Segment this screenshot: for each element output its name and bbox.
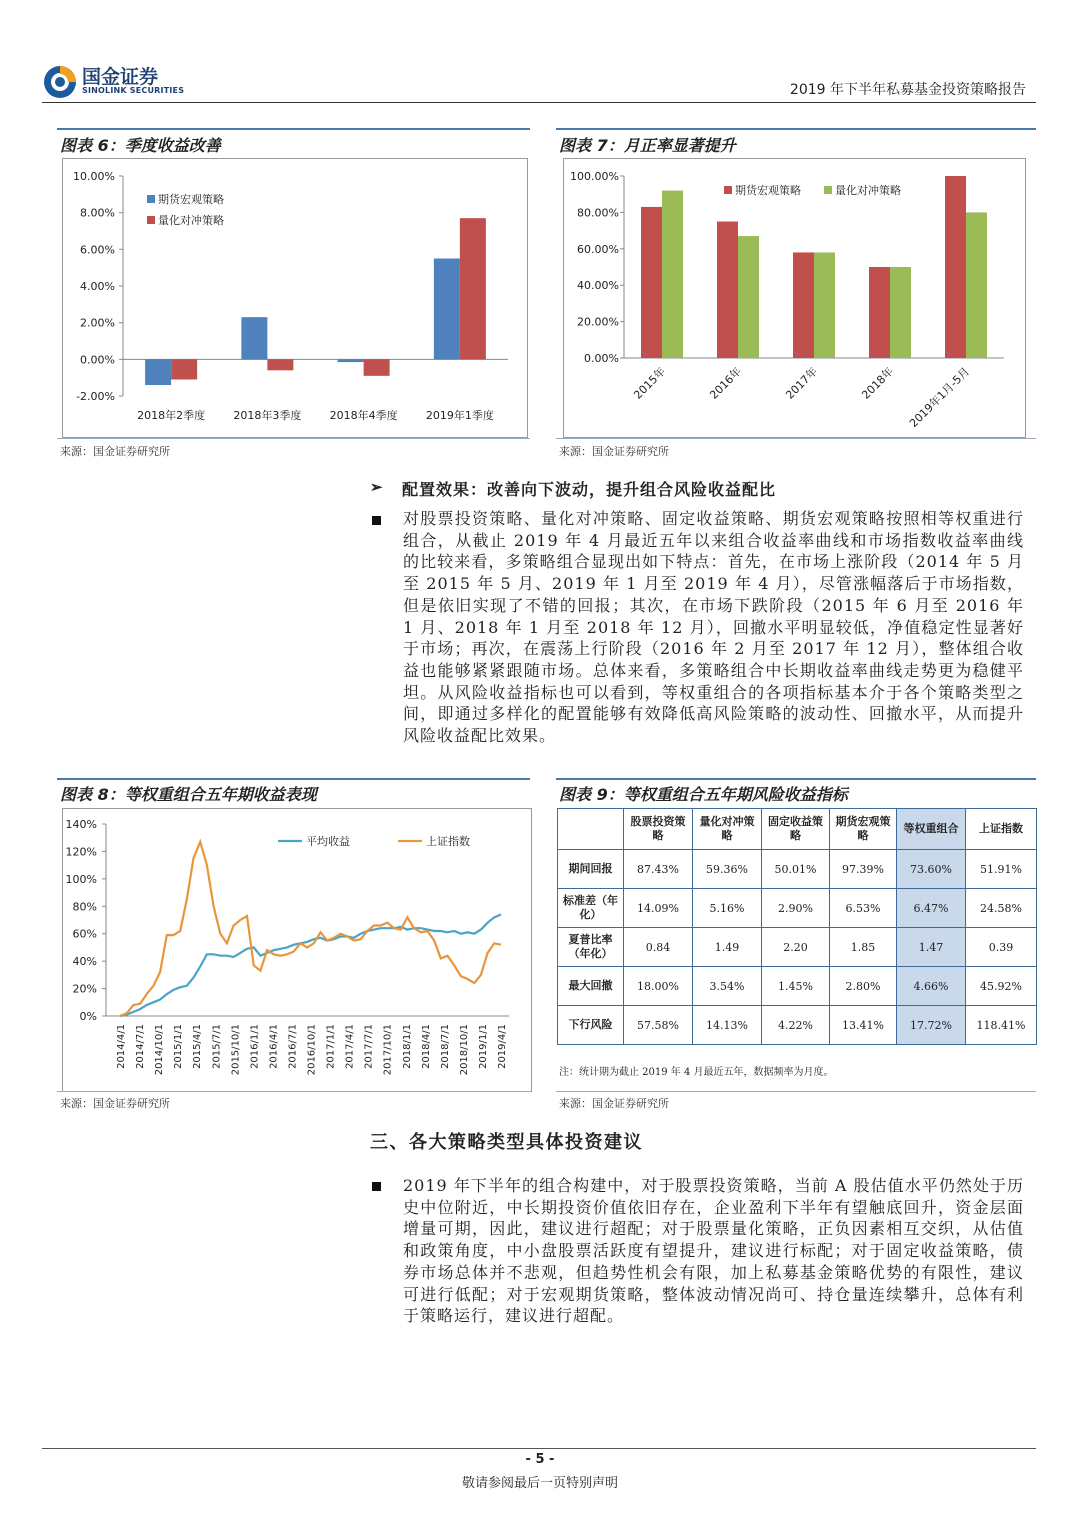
x-tick-label: 2018年4季度 [329, 409, 398, 422]
x-tick-label: 2019年1季度 [425, 409, 494, 422]
row-header: 标准差（年化） [558, 889, 624, 928]
table-cell: 2.80% [830, 967, 897, 1006]
fig6-top-rule [57, 128, 530, 130]
y-tick-label: 40.00% [577, 279, 619, 293]
table-cell: 2.20 [762, 928, 830, 967]
y-tick-label: 120% [65, 845, 97, 859]
y-tick-label: 6.00% [80, 243, 115, 257]
col-header: 量化对冲策略 [693, 809, 762, 850]
legend-label: 上证指数 [426, 835, 470, 848]
x-tick-label: 2014/4/1 [116, 1024, 127, 1069]
col-header: 期货宏观策略 [830, 809, 897, 850]
table-cell: 1.47 [897, 928, 966, 967]
table-cell: 4.22% [762, 1006, 830, 1045]
legend-swatch [147, 195, 155, 203]
legend-label: 平均收益 [306, 835, 350, 848]
bar-futures-macro [241, 317, 267, 359]
row-header: 下行风险 [558, 1006, 624, 1045]
square-bullet-icon [372, 516, 381, 525]
bar-quant-hedge [662, 191, 683, 358]
bar-futures-macro [145, 359, 171, 385]
table-cell: 45.92% [966, 967, 1037, 1006]
y-tick-label: 10.00% [73, 170, 115, 183]
y-tick-label: 100.00% [570, 170, 619, 183]
y-tick-label: 60.00% [577, 242, 619, 256]
bar-quant-hedge [738, 236, 759, 358]
fig9-top-rule [556, 778, 1036, 780]
x-tick-label: 2018/4/1 [420, 1024, 432, 1069]
y-tick-label: 20% [72, 982, 97, 996]
fig8-chart [63, 809, 531, 1091]
square-bullet-icon [372, 1182, 381, 1191]
fig7-title: 图表 7：月正率显著提升 [559, 136, 736, 155]
logo-cn: 国金证券 [82, 66, 159, 88]
fig6-chart-frame [62, 158, 528, 438]
bar-quant-hedge [966, 212, 987, 358]
arrow-bullet-icon: ➢ [370, 478, 383, 496]
fig8-top-rule [57, 778, 530, 780]
fig8-title: 图表 8：等权重组合五年期收益表现 [60, 785, 317, 804]
x-tick-label: 2016/10/1 [306, 1024, 318, 1076]
x-tick-label: 2016/4/1 [268, 1024, 280, 1069]
table-cell: 59.36% [693, 850, 762, 889]
table-cell: 17.72% [897, 1006, 966, 1045]
x-tick-label: 2016年 [707, 364, 745, 402]
bar-futures-macro [869, 267, 890, 358]
table-cell: 14.09% [624, 889, 693, 928]
fig7-bottom-rule [556, 438, 1036, 439]
y-tick-label: 80.00% [577, 206, 619, 220]
col-header: 固定收益策略 [762, 809, 830, 850]
x-tick-label: 2018年3季度 [233, 409, 302, 422]
table-row [558, 889, 1037, 928]
y-tick-label: 0.00% [584, 352, 619, 365]
table-cell: 0.84 [624, 928, 693, 967]
table-cell: 18.00% [624, 967, 693, 1006]
fig7-chart-frame [563, 158, 1026, 438]
footer-rule [42, 1448, 1036, 1449]
bar-futures-macro [434, 259, 460, 360]
fig9-bottom-rule [556, 1091, 1036, 1092]
table-cell: 6.53% [830, 889, 897, 928]
table-cell: 87.43% [624, 850, 693, 889]
table-cell: 97.39% [830, 850, 897, 889]
fig9-title: 图表 9：等权重组合五年期风险收益指标 [559, 785, 848, 804]
table-row [558, 850, 1037, 889]
fig8-chart-frame [62, 808, 532, 1092]
table-cell: 51.91% [966, 850, 1037, 889]
x-tick-label: 2014/10/1 [154, 1024, 166, 1076]
y-tick-label: 4.00% [80, 280, 115, 293]
fig9-note: 注：统计期为截止 2019 年 4 月最近五年，数据频率为月度。 [559, 1067, 834, 1078]
row-header: 期间回报 [558, 850, 624, 889]
bar-quant-hedge [890, 267, 911, 358]
y-tick-label: 40% [72, 955, 97, 969]
y-tick-label: 2.00% [80, 316, 115, 330]
bar-quant-hedge [364, 359, 390, 376]
legend-label: 量化对冲策略 [835, 184, 901, 197]
table-row [558, 1006, 1037, 1045]
fig6-bottom-rule [57, 438, 530, 439]
logo-en: SINOLINK SECURITIES [82, 86, 185, 95]
section3-body: 2019 年下半年的组合构建中，对于股票投资策略，当前 A 股估值水平仍然处于历史中位附近，中长期投资价值依旧存在，企业盈利下半年有望触底回升，资金层面增量可期，因此，建议进行超配；对于股票量化策略，正负因素相互交织，从估值和政策角度，中小盘股票活跃度有望提升，建议进行标配；对于固定收益策略，债券市场总体并不悲观，但趋势性机会有限，加上私募基金策略优势的有限性，建议可进行低配；对于宏观期货策略，整体波动情况尚可、持仓量连续攀升，总体有利于策略运行，建议进行超配。 [403, 1176, 1024, 1326]
footer-disclaimer: 敬请参阅最后一页特别声明 [461, 1476, 618, 1491]
y-tick-label: 8.00% [80, 206, 115, 220]
bar-futures-macro [793, 252, 814, 358]
table-cell: 5.16% [693, 889, 762, 928]
x-tick-label: 2019/4/1 [497, 1024, 508, 1069]
metrics-table [557, 808, 1037, 1045]
bar-quant-hedge [814, 252, 835, 358]
x-tick-label: 2015/1/1 [173, 1024, 185, 1069]
legend-label: 量化对冲策略 [158, 214, 224, 227]
x-tick-label: 2018/1/1 [401, 1024, 413, 1069]
x-tick-label: 2017/4/1 [344, 1024, 356, 1069]
table-row [558, 967, 1037, 1006]
bar-futures-macro [641, 207, 662, 358]
row-header: 最大回撤 [558, 967, 624, 1006]
fig8-bottom-rule [57, 1091, 530, 1092]
y-tick-label: 60% [72, 927, 97, 941]
config-heading: 配置效果：改善向下波动，提升组合风险收益配比 [402, 480, 777, 499]
x-tick-label: 2017/1/1 [325, 1024, 337, 1069]
table-row [558, 928, 1037, 967]
table-cell: 0.39 [966, 928, 1037, 967]
legend-label: 期货宏观策略 [735, 184, 801, 197]
logo-icon [42, 64, 78, 100]
y-tick-label: 140% [65, 818, 97, 831]
x-tick-label: 2017/10/1 [382, 1024, 394, 1076]
table-cell: 118.41% [966, 1006, 1037, 1045]
bar-futures-macro [338, 359, 364, 362]
bar-quant-hedge [171, 359, 197, 379]
table-cell: 6.47% [897, 889, 966, 928]
table-cell: 14.13% [693, 1006, 762, 1045]
table-cell: 3.54% [693, 967, 762, 1006]
x-tick-label: 2018/10/1 [458, 1024, 470, 1076]
bar-quant-hedge [267, 359, 293, 370]
x-tick-label: 2018年2季度 [137, 409, 206, 422]
fig6-source: 来源：国金证券研究所 [60, 445, 170, 458]
table-cell: 73.60% [897, 850, 966, 889]
x-tick-label: 2015/7/1 [211, 1024, 223, 1069]
col-header: 等权重组合 [897, 809, 966, 850]
table-cell: 4.66% [897, 967, 966, 1006]
table-cell: 50.01% [762, 850, 830, 889]
section3-heading: 三、各大策略类型具体投资建议 [370, 1132, 643, 1153]
y-tick-label: 20.00% [577, 315, 619, 329]
table-corner [558, 809, 624, 850]
col-header: 股票投资策略 [624, 809, 693, 850]
logo [42, 62, 202, 104]
col-header: 上证指数 [966, 809, 1037, 850]
legend-swatch [147, 216, 155, 224]
table-cell: 2.90% [762, 889, 830, 928]
table-header-row [558, 809, 1037, 850]
y-tick-label: 80% [72, 900, 97, 914]
x-tick-label: 2014/7/1 [135, 1024, 147, 1069]
fig7-top-rule [556, 128, 1036, 130]
fig6-chart [63, 159, 527, 437]
y-tick-label: -2.00% [76, 390, 115, 403]
x-tick-label: 2019年1月-5月 [907, 364, 973, 430]
y-tick-label: 0% [79, 1010, 97, 1023]
report-title: 2019 年下半年私募基金投资策略报告 [789, 82, 1026, 98]
x-tick-label: 2018/7/1 [439, 1024, 451, 1069]
legend-label: 期货宏观策略 [158, 193, 224, 206]
fig7-source: 来源：国金证券研究所 [559, 445, 669, 458]
x-tick-label: 2016/7/1 [287, 1024, 299, 1069]
header-rule [42, 102, 1036, 103]
x-tick-label: 2016/1/1 [249, 1024, 261, 1069]
page-number: - 5 - [525, 1452, 555, 1467]
x-tick-label: 2017/7/1 [363, 1024, 375, 1069]
table-cell: 13.41% [830, 1006, 897, 1045]
table-cell: 1.45% [762, 967, 830, 1006]
y-tick-label: 100% [65, 872, 97, 886]
y-tick-label: 0.00% [80, 353, 115, 367]
x-tick-label: 2018年 [859, 364, 897, 402]
row-header: 夏普比率（年化） [558, 928, 624, 967]
series-line-average-return [120, 915, 501, 1017]
table-cell: 1.85 [830, 928, 897, 967]
x-tick-label: 2015/10/1 [230, 1024, 242, 1076]
x-tick-label: 2019/1/1 [477, 1024, 489, 1069]
fig7-chart [564, 159, 1025, 437]
table-cell: 57.58% [624, 1006, 693, 1045]
legend-swatch [824, 186, 832, 194]
bar-quant-hedge [460, 218, 486, 359]
bar-futures-macro [945, 176, 966, 358]
config-body: 对股票投资策略、量化对冲策略、固定收益策略、期货宏观策略按照相等权重进行组合，从截止 2019 年 4 月最近五年以来组合收益率曲线和市场指数收益率曲线的比较来看，多策略组合显现出如下特点：首先，在市场上涨阶段（2014 年 5 月至 2015 年 5 月、2019 年 1 月至 2019 年 4 月），尽管涨幅落后于市场指数，但是依旧实现了不错的回报；其次，在市场下跌阶段（2015 年 6 月至 2016 年 1 月、2018 年 1 月至 2018 年 12 月），回撤水平明显较低，净值稳定性显著好于市场；再次，在震荡上行阶段（2016 年 2 月至 2017 年 12 月），整体组合收益也能够紧紧跟随市场。总体来看，多策略组合中长期收益率曲线走势更为稳健平坦。从风险收益指标也可以看到，等权重组合的各项指标基本介于各个策略类型之间，即通过多样化的配置能够有效降低高风险策略的波动性、回撤水平，从而提升风险收益配比效果。 [403, 509, 1024, 746]
x-tick-label: 2017年 [783, 364, 821, 402]
x-tick-label: 2015/4/1 [192, 1024, 204, 1069]
fig8-source: 来源：国金证券研究所 [60, 1097, 170, 1110]
legend-swatch [724, 186, 732, 194]
series-line-sse-index [120, 842, 501, 1016]
fig6-title: 图表 6：季度收益改善 [60, 136, 221, 155]
table-cell: 1.49 [693, 928, 762, 967]
table-cell: 24.58% [966, 889, 1037, 928]
x-tick-label: 2015年 [631, 364, 669, 402]
fig9-source: 来源：国金证券研究所 [559, 1097, 669, 1110]
bar-futures-macro [717, 222, 738, 359]
